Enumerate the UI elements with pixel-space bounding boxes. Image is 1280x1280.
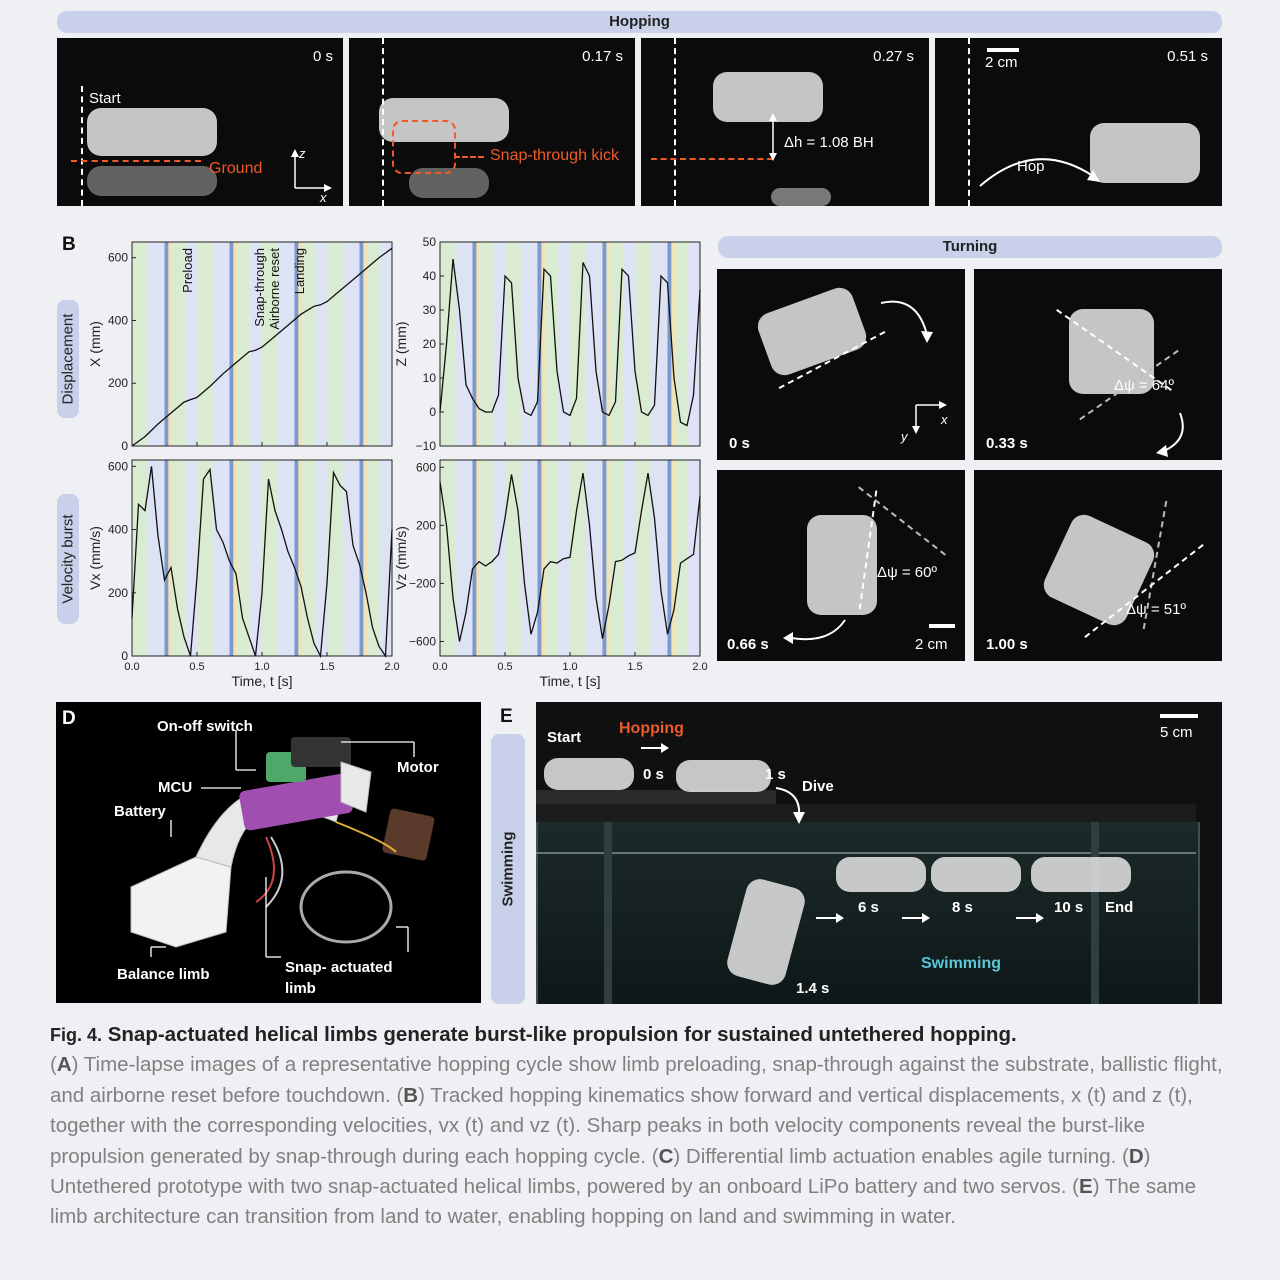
caption-letter: D (1128, 1144, 1144, 1168)
angle-label: Δψ = 51º (1126, 601, 1186, 618)
snap-limb-label-2: limb (285, 980, 316, 997)
robot-8s (931, 857, 1021, 892)
velocity-label-text: Velocity burst (59, 514, 77, 604)
frame-time: 0.17 s (582, 48, 623, 65)
y-tick-label: −200 (408, 576, 436, 591)
y-axis-label: X (mm) (87, 321, 103, 367)
phase-band (148, 460, 165, 656)
axis-y-label: y (901, 429, 908, 444)
phase-band (343, 242, 360, 446)
x-tick-label: 0.5 (497, 661, 513, 673)
phase-band (213, 242, 230, 446)
hop-frame-3 (935, 38, 1222, 206)
phase-band (327, 242, 343, 446)
phase-band (230, 460, 234, 656)
turn-frame-3 (974, 470, 1222, 661)
phase-band (671, 460, 675, 656)
scale-label: 2 cm (985, 54, 1018, 71)
phase-band (168, 460, 172, 656)
prototype-render (56, 702, 481, 1003)
panel-e-letter: E (500, 706, 513, 727)
y-tick-label: 200 (107, 376, 128, 391)
y-tick-label: 200 (415, 518, 436, 533)
phase-band (473, 242, 477, 446)
phase-band (230, 242, 234, 446)
start-label: Start (547, 729, 582, 746)
height-label: Δh = 1.08 BH (784, 134, 874, 151)
phase-band (363, 460, 367, 656)
phase-band (380, 242, 392, 446)
swim-arrow-icon (1016, 912, 1046, 924)
start-line (674, 38, 676, 206)
phase-band (237, 242, 250, 446)
phase-band (327, 460, 343, 656)
turn-arrow-icon (779, 610, 849, 650)
caption-text: ) Time-lapse images of a representative hopping cycle show limb preloading, snap-through against the substrate, ballistic flight, and airborne reset before touchdown. ( (50, 1053, 1223, 1107)
tank-lid (536, 804, 1196, 824)
time-1-4s-label: 1.4 s (796, 980, 830, 997)
hopping-label: Hopping (619, 720, 684, 737)
snap-limb-label-1: Snap- actuated (285, 959, 393, 976)
velocity-row-label (57, 494, 79, 624)
time-8s-label: 8 s (952, 899, 973, 916)
phase-band (148, 242, 165, 446)
phase-band (237, 460, 250, 656)
phase-band (233, 460, 237, 656)
y-tick-label: 400 (107, 313, 128, 328)
start-line (81, 86, 83, 206)
phase-band (213, 460, 230, 656)
x-tick-label: 1.5 (319, 661, 335, 673)
robot-6s (836, 857, 926, 892)
turn-frame-0 (717, 269, 965, 460)
y-tick-label: 600 (107, 250, 128, 265)
phase-band (675, 460, 688, 656)
phase-band (505, 242, 521, 446)
phase-band (360, 460, 364, 656)
phase-band (172, 460, 185, 656)
x-tick-label: 1.0 (562, 661, 578, 673)
scale-label: 5 cm (1160, 724, 1193, 741)
phase-band (165, 460, 169, 656)
hop-label: Hop (1017, 158, 1045, 175)
turn-arrow-icon (877, 295, 937, 345)
panel-b-letter: B (62, 234, 76, 255)
caption-text: ) Tracked hopping kinematics show forward and vertical displacements, x (t) and z (t), together with the corresponding velocities, vx (t) and vz (t). Sharp peaks in both velocity components reveal the burst-like propulsion generated by snap-through during each hopping cycle. ( (50, 1083, 1193, 1168)
balance-limb-label: Balance limb (117, 966, 210, 983)
y-tick-label: 0 (121, 649, 128, 663)
phase-band (610, 460, 623, 656)
phase-label: Airborne reset (267, 248, 282, 330)
caption-letter: E (1079, 1175, 1093, 1199)
start-line (968, 38, 970, 206)
axis-x-label: x (320, 190, 327, 205)
x-tick-label: 0.0 (124, 661, 140, 673)
frame-time: 0.66 s (727, 636, 769, 653)
dive-label: Dive (802, 778, 834, 795)
frame-time: 0 s (729, 435, 750, 452)
axis-x-label: x (941, 412, 948, 427)
angle-label: Δψ = 60º (877, 564, 937, 581)
land-water-transition (536, 702, 1222, 1004)
hop-frame-2 (641, 38, 929, 206)
panel-d-letter: D (62, 708, 76, 729)
frame-time: 0.33 s (986, 435, 1028, 452)
caption-title: Snap-actuated helical limbs generate burst-like propulsion for sustained untethered hopping. (107, 1023, 1017, 1046)
phase-label: Snap-through (252, 248, 267, 327)
phase-band (521, 460, 538, 656)
y-tick-label: 0 (429, 405, 436, 419)
y-axis-label: Vx (mm/s) (87, 526, 103, 590)
y-tick-label: 20 (422, 337, 436, 351)
y-tick-label: 200 (107, 585, 128, 600)
caption-text: ) The same limb architecture can transition from land to water, enabling hopping on land and swimming in water. (50, 1175, 1196, 1229)
y-axis-label: Vz (mm/s) (393, 526, 409, 590)
kick-label: Snap-through kick (490, 147, 619, 164)
angle-label: Δψ = 64º (1114, 377, 1174, 394)
phase-band (278, 460, 295, 656)
robot-image (87, 108, 217, 156)
kick-line (454, 156, 484, 158)
mcu-label: MCU (158, 779, 193, 796)
ground-line (71, 160, 201, 162)
phase-band (295, 460, 299, 656)
robot-reflection (87, 166, 217, 196)
y-tick-label: 40 (422, 269, 436, 283)
caption-fig-number: Fig. 4. (50, 1025, 103, 1045)
phase-band (363, 242, 367, 446)
scale-label: 2 cm (915, 636, 948, 653)
phase-band (473, 460, 477, 656)
phase-band (541, 460, 545, 656)
phase-band (315, 242, 327, 446)
turn-arrow-icon (1152, 409, 1192, 459)
phase-band (197, 460, 213, 656)
caption-letter: A (56, 1053, 72, 1077)
turn-frame-2 (717, 470, 965, 661)
robot-image (1090, 123, 1200, 183)
phase-band (197, 242, 213, 446)
frame-time: 0.27 s (873, 48, 914, 65)
y-tick-label: −10 (415, 439, 436, 453)
caption-text: ) Differential limb actuation enables agile turning. ( (673, 1144, 1129, 1168)
phase-band (298, 460, 302, 656)
phase-band (570, 460, 586, 656)
phase-band (367, 242, 380, 446)
phase-band (476, 242, 480, 446)
frame-time: 1.00 s (986, 636, 1028, 653)
y-tick-label: 600 (107, 459, 128, 474)
prototype-illustration (56, 702, 481, 1003)
phase-band (675, 242, 688, 446)
x-tick-label: 1.5 (627, 661, 643, 673)
swimming-side-text: Swimming (499, 831, 517, 907)
time-6s-label: 6 s (858, 899, 879, 916)
height-arrow-icon (765, 112, 781, 162)
start-label: Start (89, 90, 121, 107)
start-line (382, 38, 384, 206)
robot-start (544, 758, 634, 790)
hop-frame-1 (349, 38, 635, 206)
platform (536, 790, 776, 804)
phase-band (606, 460, 610, 656)
phase-band (505, 460, 521, 656)
phase-band (367, 460, 380, 656)
phase-band (538, 460, 542, 656)
phase-band (250, 460, 262, 656)
robot-reflection (771, 188, 831, 206)
phase-band (440, 460, 456, 656)
y-tick-label: 10 (422, 371, 436, 385)
x-tick-label: 0.0 (432, 661, 448, 673)
panel-c-title: Turning (718, 236, 1222, 258)
tank-post (604, 822, 612, 1004)
kinematics-charts (80, 228, 715, 698)
switch-label: On-off switch (157, 718, 253, 735)
x-tick-label: 1.0 (254, 661, 270, 673)
x-tick-label: 2.0 (384, 661, 400, 673)
scale-bar (987, 48, 1019, 52)
phase-band (480, 460, 493, 656)
phase-band (545, 460, 558, 656)
scale-bar (1160, 714, 1198, 718)
swim-arrow-icon (902, 912, 932, 924)
caption-letter: C (658, 1144, 674, 1168)
phase-band (185, 460, 197, 656)
time-0s-label: 0 s (643, 766, 664, 783)
hop-frame-0 (57, 38, 343, 206)
x-axis-label: Time, t [s] (231, 673, 293, 689)
frame-time: 0 s (312, 48, 333, 65)
phase-band (476, 460, 480, 656)
motor-label: Motor (397, 759, 439, 776)
y-axis-label: Z (mm) (393, 321, 409, 367)
phase-band (132, 460, 148, 656)
kick-highlight-box (392, 120, 456, 174)
robot-1s (676, 760, 771, 792)
y-tick-label: 600 (415, 460, 436, 475)
caption-text: ) Untethered prototype with two snap-actuated helical limbs, powered by an onboard LiPo battery and two servos. ( (50, 1144, 1151, 1199)
phase-band (456, 460, 473, 656)
turn-frame-1 (974, 269, 1222, 460)
x-tick-label: 0.5 (189, 661, 205, 673)
x-axis-label: Time, t [s] (539, 673, 601, 689)
axis-z-label: z (299, 146, 306, 161)
robot-image (754, 284, 870, 379)
hopping-arrow-icon (641, 742, 671, 754)
ground-label: Ground (209, 160, 263, 177)
phase-band (570, 242, 586, 446)
swimming-label: Swimming (921, 955, 1002, 972)
ground-line (651, 158, 773, 160)
panel-a-title: Hopping (57, 11, 1222, 33)
phase-band (521, 242, 538, 446)
displacement-label-text: Displacement (59, 313, 77, 405)
dive-arrow-icon (771, 782, 811, 824)
phase-band (558, 242, 570, 446)
time-10s-label: 10 s (1054, 899, 1084, 916)
phase-band (132, 242, 148, 446)
phase-band (651, 242, 668, 446)
phase-band (302, 460, 315, 656)
phase-band (603, 242, 607, 446)
phase-band (688, 460, 700, 656)
y-tick-label: 400 (107, 522, 128, 537)
time-1s-label: 1 s (765, 766, 786, 783)
scale-bar (929, 624, 955, 628)
frame-time: 0.51 s (1167, 48, 1208, 65)
displacement-row-label (57, 300, 79, 418)
battery-label: Battery (114, 803, 166, 820)
caption-letter: B (403, 1083, 419, 1107)
phase-band (651, 460, 668, 656)
swim-arrow-icon (816, 912, 846, 924)
phase-band (456, 242, 473, 446)
tank-post (1091, 822, 1099, 1004)
axes-icon (287, 146, 337, 206)
phase-band (688, 242, 700, 446)
y-tick-label: 0 (121, 439, 128, 453)
end-label: End (1105, 899, 1134, 916)
phase-band (480, 242, 493, 446)
phase-band (233, 242, 237, 446)
phase-band (668, 242, 672, 446)
y-tick-label: 50 (422, 235, 436, 249)
phase-label: Preload (180, 248, 195, 293)
figure-caption: Fig. 4. Snap-actuated helical limbs generate burst-like propulsion for sustained untethered hopping. (A) Time-lapse images of a representative hopping cycle show limb preloading, snap-through against the substrate, ballistic flight, and airborne reset before touchdown. (B) Tracked hopping kinematics show forward and vertical displacements, x (t) and z (t), together with the corresponding velocities, vx (t) and vz (t). Sharp peaks in both velocity components reveal the burst-like propulsion generated by snap-through during each hopping cycle. (C) Differential limb actuation enables agile turning. (D) Untethered prototype with two snap-actuated helical limbs, powered by an onboard LiPo battery and two servos. (E) The same limb architecture can transition from land to water, enabling hopping on land and swimming in water. (50, 1023, 1223, 1229)
phase-label: Landing (292, 248, 307, 295)
phase-band (635, 460, 651, 656)
y-tick-label: 30 (422, 303, 436, 317)
phase-band (315, 460, 327, 656)
x-tick-label: 2.0 (692, 661, 708, 673)
robot-10s (1031, 857, 1131, 892)
y-tick-label: −600 (408, 634, 436, 649)
swimming-side-label (491, 734, 525, 1004)
phase-band (493, 242, 505, 446)
